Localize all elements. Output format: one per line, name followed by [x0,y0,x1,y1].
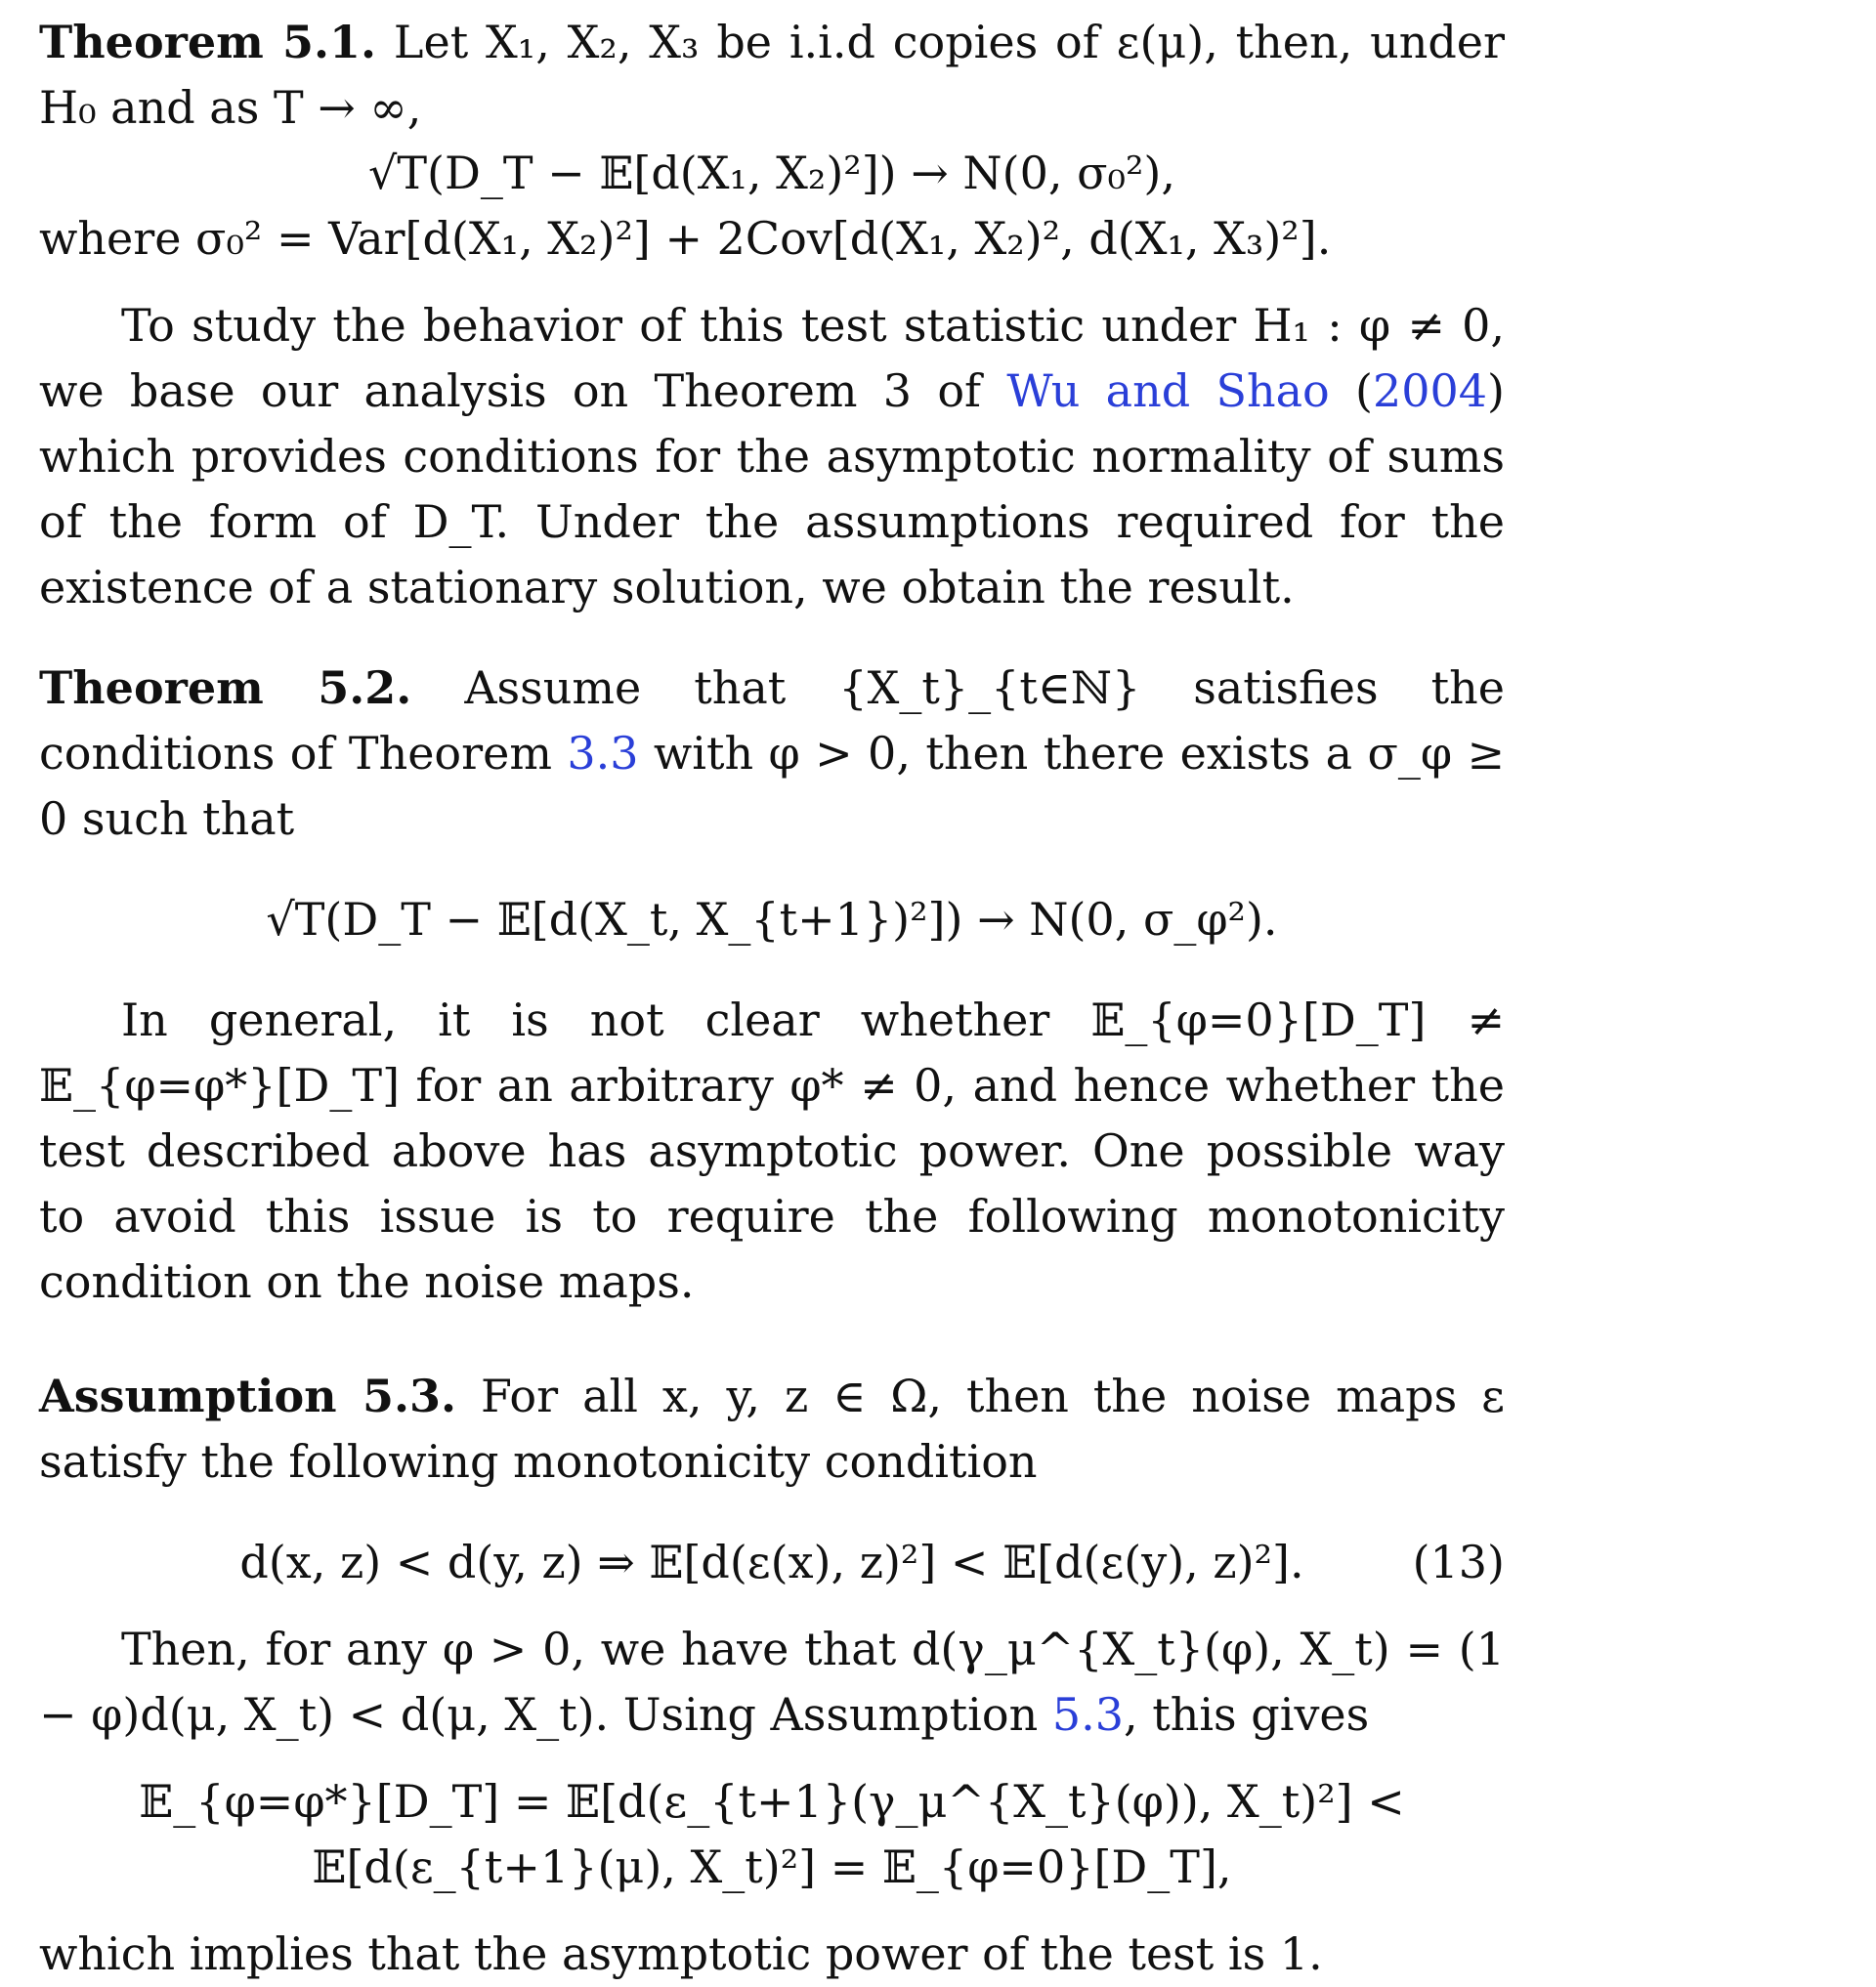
equation-13-row [39,1530,1505,1595]
assumption-5-3-label: Assumption 5.3. [39,1370,457,1422]
paragraph-h1-analysis [39,293,1505,620]
citation-wu-shao-year[interactable]: 2004 [1372,364,1488,417]
paragraph-monotonicity-motivation: In general, it is not clear whether 𝔼_{φ=0}[D_T] ≠ 𝔼_{φ=φ*}[D_T] for an arbitrary φ* ≠ 0, and hence whether the test described above has asymptotic power. One possible way to avoid this issue is to require the following monotonicity condition on the noise maps. [39,994,1505,1308]
assumption-5-3 [39,1364,1505,1495]
theorem-5-2-text-1: Assume that {X_t}_{t∈ℕ} satisfies the conditions of Theorem [39,661,1505,780]
citation-close-paren: ) [1487,364,1505,417]
theorem-5-1-where: where σ₀² = Var[d(X₁, X₂)²] + 2Cov[d(X₁, X₂)², d(X₁, X₃)²]. [39,212,1332,265]
assumption-5-3-text: For all x, y, z ∈ Ω, then the noise maps ε satisfy the following monotonicity condition [39,1370,1505,1488]
theorem-5-1 [39,10,1505,141]
theorem-5-1-label: Theorem 5.1. [39,16,377,68]
citation-open-paren: ( [1329,364,1373,417]
equation-13: d(x, z) < d(y, z) ⇒ 𝔼[d(ε(x), z)²] < 𝔼[d(ε(y), z)²]. [239,1536,1304,1588]
theorem-5-2-label: Theorem 5.2. [39,661,412,714]
paragraph-conclusion: which implies that the asymptotic power of the test is 1. [39,1927,1323,1980]
ref-theorem-3-3[interactable]: 3.3 [567,727,639,780]
ref-assumption-5-3[interactable]: 5.3 [1051,1688,1124,1741]
paragraph-power-text-2: , this gives [1123,1688,1370,1741]
equation-13-number: (13) [1412,1536,1505,1588]
theorem-5-2-equation: √T(D_T − 𝔼[d(X_t, X_{t+1})²]) → N(0, σ_φ²). [266,893,1278,946]
citation-wu-shao-name[interactable]: Wu and Shao [1006,364,1330,417]
theorem-5-1-statement: Let X₁, X₂, X₃ be i.i.d copies of ε(μ), then, under H₀ and as T → ∞, [39,16,1506,134]
power-equation: 𝔼_{φ=φ*}[D_T] = 𝔼[d(ε_{t+1}(γ_μ^{X_t}(φ)), X_t)²] < 𝔼[d(ε_{t+1}(μ), X_t)²] = 𝔼_{φ=0}[D_T], [139,1775,1405,1893]
theorem-5-1-equation: √T(D_T − 𝔼[d(X₁, X₂)²]) → N(0, σ₀²), [368,147,1175,199]
paragraph-h1-text-2: which provides conditions for the asymptotic normality of sums of the form of D_T. Under the assumptions required for the existence of a stationary solution, we obtain the result. [39,430,1505,613]
paragraph-h1-text-1: To study the behavior of this test statistic under H₁ : φ ≠ 0, we base our analysis on Theorem 3 of [39,299,1505,417]
paragraph-power-argument [39,1617,1505,1748]
paper-page [39,0,1505,1987]
paragraph-power-text-1: Then, for any φ > 0, we have that d(γ_μ^{X_t}(φ), X_t) = (1 − φ)d(μ, X_t) < d(μ, X_t). Using Assumption [39,1623,1505,1741]
theorem-5-2-text-2: with φ > 0, then there exists a σ_φ ≥ 0 such that [39,727,1505,845]
theorem-5-2 [39,655,1505,852]
